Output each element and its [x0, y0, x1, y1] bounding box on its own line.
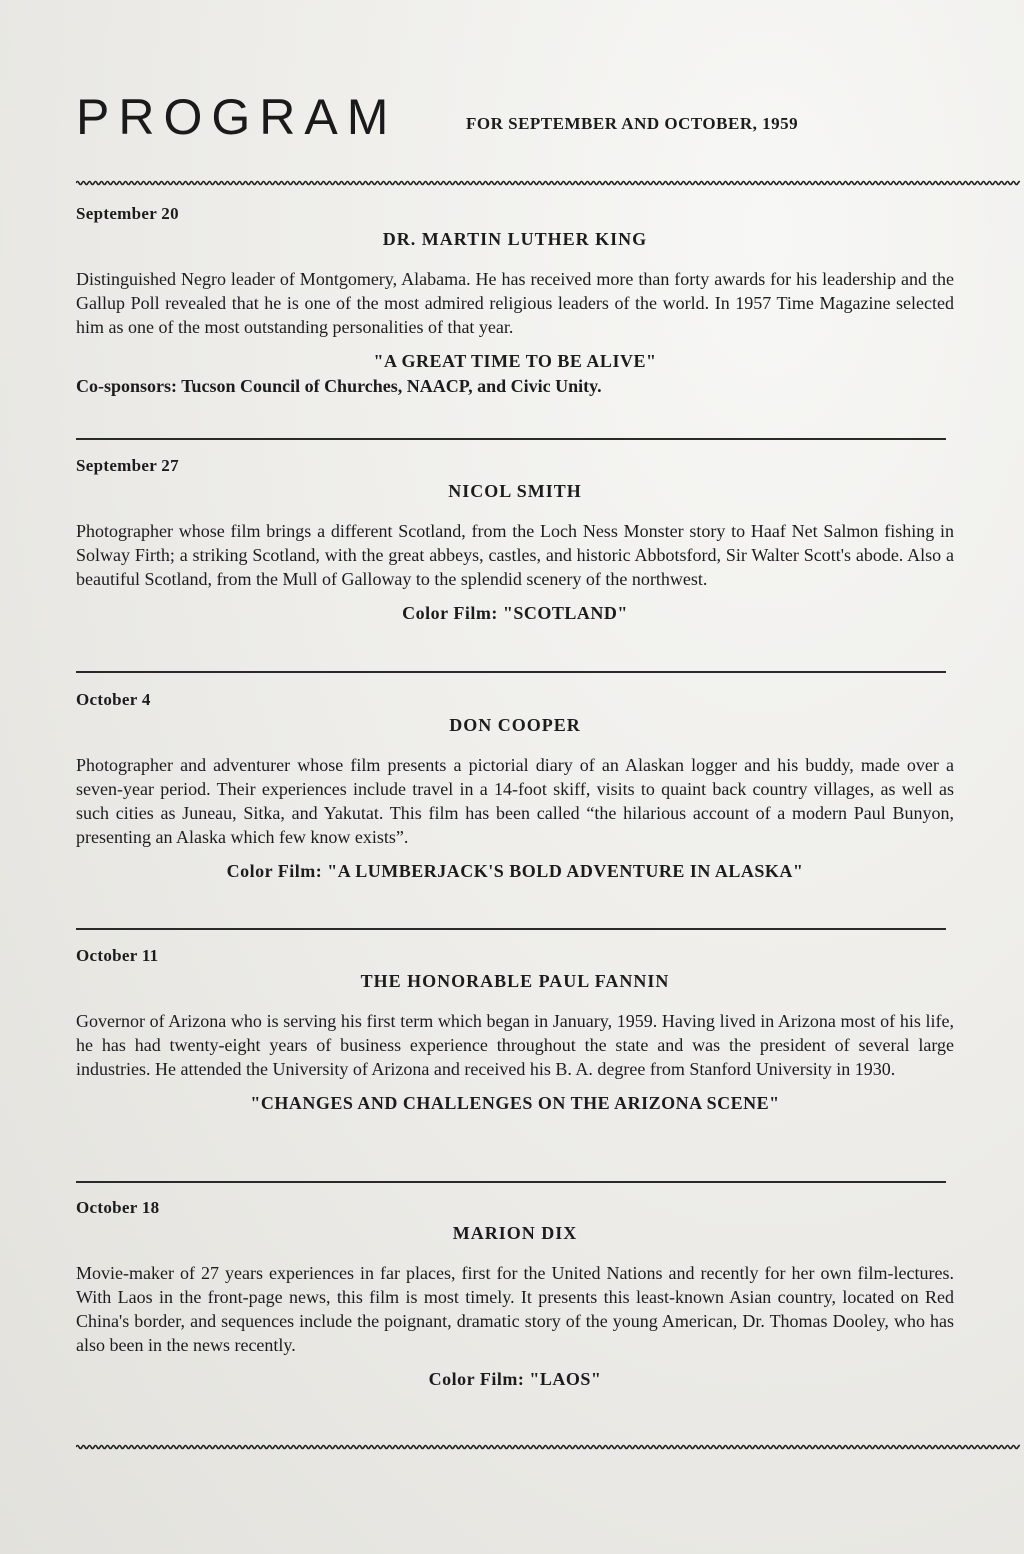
- film-title: Color Film: "SCOTLAND": [402, 603, 628, 623]
- entry-date: September 27: [76, 456, 179, 475]
- entry-description: Governor of Arizona who is serving his first term which began in January, 1959. Having lived in Arizona most of his life, he has had twenty-eight years of business experience throughout the state and was the president of several large industries. He attended the University of Arizona and received his B. A. degree from Stanford University in 1930.: [76, 1011, 954, 1079]
- speaker-name: NICOL SMITH: [448, 481, 582, 501]
- section-divider: [76, 928, 946, 930]
- entry-date: October 4: [76, 690, 151, 709]
- entry-date: October 18: [76, 1198, 160, 1217]
- program-entry: [76, 1198, 954, 1390]
- entry-description: Distinguished Negro leader of Montgomery, Alabama. He has received more than forty awards for his leadership and the Gallup Poll revealed that he is one of the most admired religious leaders of the world. In 1957 Time Magazine selected him as one of the most outstanding personalities of that year.: [76, 269, 954, 337]
- co-sponsors: Co-sponsors: Tucson Council of Churches, NAACP, and Civic Unity.: [76, 376, 602, 396]
- film-title: Color Film: "LAOS": [428, 1369, 602, 1389]
- page-header: [76, 88, 976, 148]
- film-title: Color Film: "A LUMBERJACK'S BOLD ADVENTURE IN ALASKA": [226, 861, 804, 881]
- program-entry: [76, 690, 954, 882]
- program-entry: [76, 456, 954, 624]
- page-title: PROGRAM: [76, 89, 398, 145]
- entry-date: September 20: [76, 204, 179, 223]
- speaker-name: MARION DIX: [452, 1223, 578, 1243]
- program-entry: [76, 946, 954, 1114]
- entry-date: October 11: [76, 946, 159, 965]
- section-divider: [76, 671, 946, 673]
- speaker-name: THE HONORABLE PAUL FANNIN: [360, 971, 670, 991]
- page-subtitle: FOR SEPTEMBER AND OCTOBER, 1959: [466, 114, 799, 133]
- section-divider: [76, 438, 946, 440]
- speaker-name: DON COOPER: [449, 715, 581, 735]
- program-entry: [76, 204, 954, 397]
- wavy-divider-top: [76, 178, 1020, 188]
- section-divider: [76, 1181, 946, 1183]
- entry-description: Movie-maker of 27 years experiences in far places, first for the United Nations and recently for her own film-lectures. With Laos in the front-page news, this film is most timely. It presents this least-known Asian country, located on Red China's border, and sequences include the poignant, dramatic story of the young American, Dr. Thomas Dooley, who has also been in the news recently.: [76, 1263, 954, 1355]
- lecture-title: "CHANGES AND CHALLENGES ON THE ARIZONA SCENE": [250, 1093, 780, 1113]
- entry-description: Photographer and adventurer whose film presents a pictorial diary of an Alaskan logger and his buddy, made over a seven-year period. Their experiences include travel in a 14-foot skiff, visits to quaint back country villages, as well as such cities as Juneau, Sitka, and Yakutat. This film has been called “the hilarious account of a modern Paul Bunyon, presenting an Alaska which few know exists”.: [76, 755, 954, 847]
- wavy-divider-bottom: [76, 1442, 1020, 1452]
- speaker-name: DR. MARTIN LUTHER KING: [382, 229, 648, 249]
- lecture-title: "A GREAT TIME TO BE ALIVE": [373, 351, 657, 371]
- entry-description: Photographer whose film brings a different Scotland, from the Loch Ness Monster story to Haaf Net Salmon fishing in Solway Firth; a striking Scotland, with the great abbeys, castles, and historic Abbotsford, Sir Walter Scott's abode. Also a beautiful Scotland, from the Mull of Galloway to the splendid scenery of the northwest.: [76, 521, 954, 589]
